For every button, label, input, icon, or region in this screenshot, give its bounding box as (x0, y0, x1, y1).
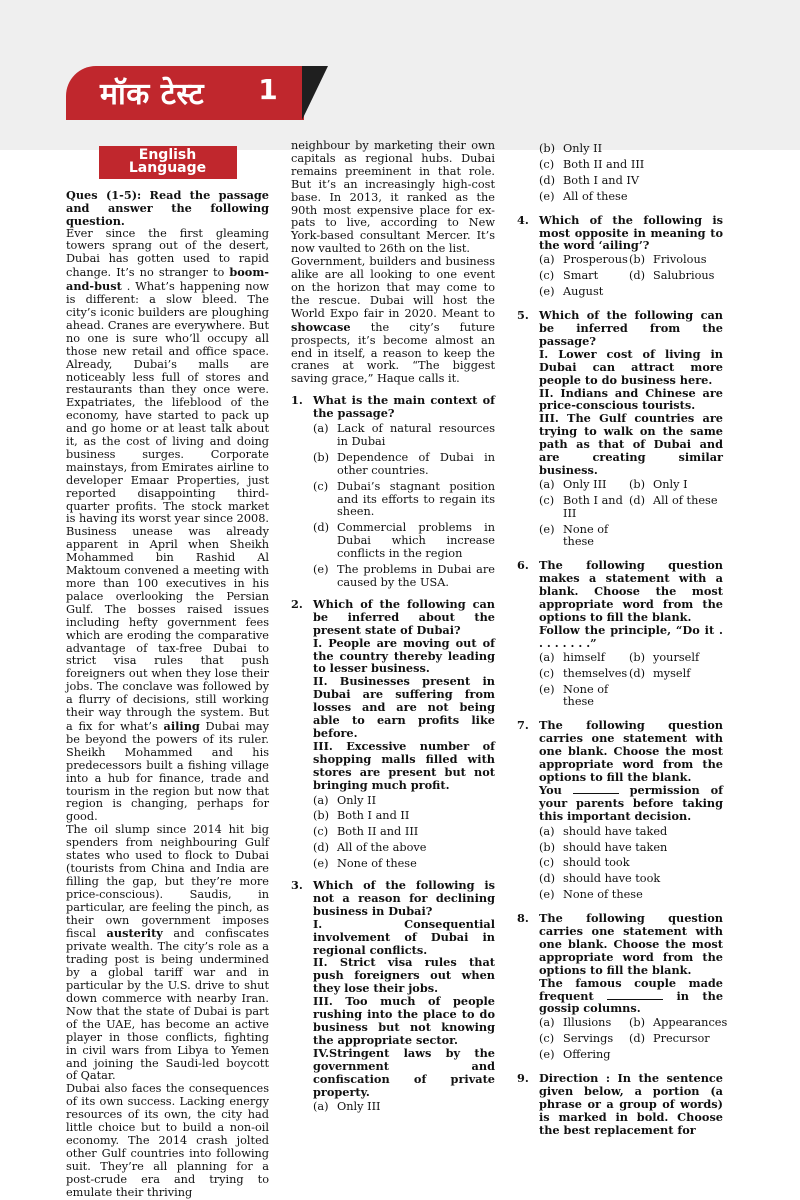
test-number: 1 (258, 73, 278, 106)
option: (a) Lack of natural resources in Dubai (313, 422, 495, 448)
banner-title: मॉक टेस्ट (100, 77, 205, 112)
option: (b) yourself (629, 650, 700, 664)
option: (b) Appearances (629, 1016, 728, 1030)
option: (e) August (539, 285, 604, 299)
passage-paragraph-2: The oil slump since 2014 hit big spenders from neighbouring Gulf states who used to flock to Dubai (tourists from China and India are filling the gap, but they’re more price-conscious). Saudis, in particular, are feeling the pinch, as their own government imposes fiscal austerity and confiscates private wealth. The city’s role as a trading post is being undermined by a global tariff war and in particular by the U.S. drive to shut down commerce with nearby Iran. Now that the state of Dubai is part of the UAE, has become an active player in those conflicts, fighting in civil wars from Libya to Yemen and joining the Saudi-led boycott of Qatar. (66, 823, 269, 1083)
option: (e) None of these (539, 522, 609, 549)
option: (e) The problems in Dubai are caused by the USA. (313, 563, 495, 589)
question-7: 7. The following question carries one statement with one blank. Choose the most appropriate word from the options to fill the blank. You permission of your parents before taking this important decision. (a) should have taked (b) should have taken (c) should took (d) should have took (e) None of these (517, 718, 723, 902)
option: (b) Frivolous (629, 253, 707, 267)
passage-heading: Ques (1-5): Read the passage and answer the following question. (66, 187, 269, 228)
column-1 (66, 140, 269, 1200)
question-8: 8. The following question carries one statement with one blank. Choose the most appropriate word from the options to fill the blank. The famous couple made frequent in the gossip columns. (a) Illusions (b) Appearances (c) Servings (d) Precursor (e) Offering (517, 911, 728, 1062)
option: (c) Both I and III (539, 493, 623, 520)
option: (c) Both II and III (539, 157, 645, 171)
option: (a) himself (539, 650, 605, 664)
option: (d) Precursor (629, 1032, 710, 1046)
question-2: 2. Which of the following can be inferred about the present state of Dubai? I. People are moving out of the country thereby leading to lesser business. II. Businesses present in Dubai are suffering from losses and are not being able to earn profits like before. III. Excessive number of shopping malls filled with stores are present but not bringing much profit. (a) Only II (b) Both I and II (c) Both II and III (d) All of the above (e) None of these (291, 596, 495, 871)
passage-paragraph-4: Government, builders and business alike are all looking to one event on the horizon that may come to the rescue. Dubai will host the World Expo fair in 2020. Meant to showcase the city’s future prospects, it’s become almost an end in itself, a reason to keep the cranes at work. “The biggest saving grace,” Haque calls it. (291, 255, 495, 386)
option: (c) themselves (539, 666, 628, 680)
option: (b) Only II (539, 142, 603, 155)
option: (c) Both II and III (313, 825, 419, 839)
option: (b) should have taken (539, 840, 668, 854)
passage-paragraph-3-continued: neighbour by marketing their own capitals as regional hubs. Dubai remains preeminent in that role. But it’s an increasingly high-cost base. In 2013, it ranked as the 90th most expensive place for ex-pats to live, according to New York-based consultant Mercer. It’s now vaulted to 26th on the list. (291, 139, 495, 256)
question-3: 3. Which of the following is not a reason for declining business in Dubai? I. Consequential involvement of Dubai in regional conflicts. II. Strict visa rules that push foreigners out when they lose their jobs. III. Too much of people rushing into the place to do business but not knowing the appropriate sector. IV.Stringent laws by the government and confiscation of private property. (a) Only III (291, 878, 495, 1114)
option: (b) Only I (629, 477, 688, 491)
option: (d) All of the above (313, 841, 427, 855)
passage-paragraph-3: Dubai also faces the consequences of its own success. Lacking energy resources of its own, the city had little choice but to build a non-oil economy. The 2014 crash jolted other Gulf countries into following suit. They’re all planning for a post-crude era and trying to emulate their thriving (66, 1082, 269, 1199)
question-5: 5. Which of the following can be inferred from the passage? I. Lower cost of living in Dubai can attract more people to do business here. II. Indians and Chinese are price-conscious tourists. III. The Gulf countries are trying to walk on the same path as that of Dubai and are creating similar business. (a) Only III (b) Only I (c) Both I and III (d) All of these (e) None of these (517, 308, 723, 549)
question-9: 9. Direction : In the sentence given below, a portion (a phrase or a group of words) is marked in bold. Choose the best replacement for (517, 1071, 723, 1137)
mock-test-banner (66, 66, 338, 120)
option: (c) Servings (539, 1032, 614, 1046)
option: (a) Prosperous (539, 253, 628, 267)
option: (c) Smart (539, 269, 599, 283)
option: (b) Dependence of Dubai in other countries. (313, 450, 495, 477)
option: (e) None of these (539, 682, 609, 709)
question-4: 4. Which of the following is most opposite in meaning to the word ‘ailing’? (a) Prosperous (b) Frivolous (c) Smart (d) Salubrious (e) August (517, 212, 723, 299)
option: (d) All of these (629, 493, 718, 507)
option: (e) Offering (539, 1048, 611, 1062)
option: (a) Illusions (539, 1016, 612, 1030)
option: (a) should have taked (539, 824, 668, 838)
banner-dark-tab (302, 66, 328, 120)
column-2 (291, 140, 495, 1114)
option: (d) myself (629, 666, 691, 680)
option: (d) Salubrious (629, 269, 715, 283)
section-title: English Language (99, 146, 237, 179)
option: (a) Only III (313, 1100, 381, 1114)
option: (e) None of these (539, 888, 643, 902)
question-6: 6. The following question makes a statement with a blank. Choose the most appropriate word from the options to fill the blank. Follow the principle, “Do it . . . . . . . .” (a) himself (b) yourself (c) themselves (d) myself (e) None of these (517, 558, 723, 709)
option: (c) Dubai’s stagnant position and its efforts to regain its sheen. (313, 479, 495, 519)
option: (d) Both I and IV (539, 173, 640, 187)
option: (d) should have took (539, 872, 661, 886)
option: (d) Commercial problems in Dubai which increase conflicts in the region (313, 521, 495, 561)
option: (e) None of these (313, 857, 417, 871)
answer-blank (573, 785, 619, 794)
question-3-options-continued (539, 143, 723, 204)
option: (c) should took (539, 856, 630, 870)
answer-blank (607, 991, 663, 1000)
column-3 (517, 140, 728, 1137)
question-1: 1. What is the main context of the passage? (a) Lack of natural resources in Dubai (b) Dependence of Dubai in other countries. (c) Dubai’s stagnant position and its efforts to regain its sheen. (d) Commercial problems in Dubai which increase conflicts in the region (e) The problems in Dubai are caused by the USA. (291, 393, 495, 589)
option: (b) Both I and II (313, 809, 410, 823)
option: (a) Only II (313, 793, 377, 807)
passage-paragraph-1: Ever since the first gleaming towers sprang out of the desert, Dubai has gotten used to rapid change. It’s no stranger to boom-and-bust . What’s happening now is different: a slow bleed. The city’s iconic builders are ploughing ahead. Cranes are everywhere. But no one is sure who’ll occupy all those new retail and office space. Already, Dubai’s malls are noticeably less full of stores and restaurants than they once were. Expatriates, the lifeblood of the economy, have started to pack up and go home or at least talk about it, as the cost of living and doing business surges. Corporate mainstays, from Emirates airline to developer Emaar Properties, just reported disappointing third-quarter profits. The stock market is having its worst year since 2008. Business unease was already apparent in April when Sheikh Mohammed bin Rashid Al Maktoum convened a meeting with more than 100 executives in his palace overlooking the Persian Gulf. The bosses raised issues including hefty government fees which are eroding the comparative advantage of tax-free Dubai to strict visa rules that push foreigners out when they lose their jobs. The conclave was followed by a flurry of decisions, still working their way through the system. But a fix for what’s ailing Dubai may be beyond the powers of its ruler. Sheikh Mohammed and his predecessors built a fishing village into a hub for finance, trade and tourism in the region but now that region is changing, perhaps for good. (66, 226, 269, 824)
option: (e) All of these (539, 189, 628, 203)
option: (a) Only III (539, 477, 607, 491)
